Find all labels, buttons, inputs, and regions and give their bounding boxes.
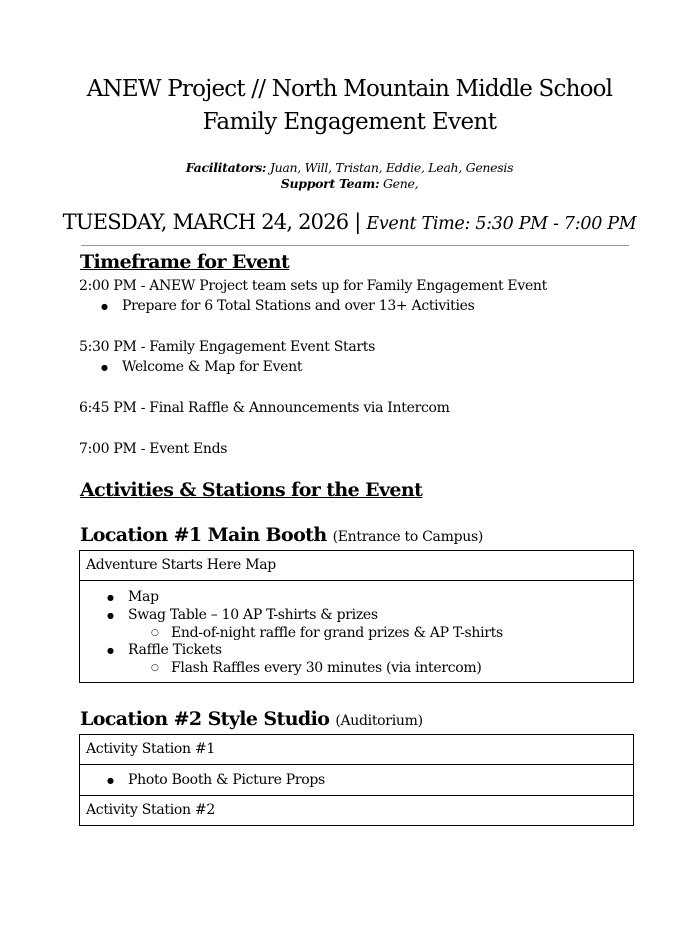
facilitators-label: Facilitators: (185, 160, 267, 175)
support-team-value: Gene, (379, 176, 419, 191)
timeframe-entry: 7:00 PM - Event Ends (79, 441, 228, 457)
location1-title: Location #1 Main Booth (80, 524, 327, 546)
list-subitem: ○ End-of-night raffle for grand prizes & AP T-shirts (171, 625, 503, 641)
location1-heading (80, 524, 483, 546)
date-separator: | (348, 210, 367, 234)
timeframe-bullet: ● Prepare for 6 Total Stations and over 13+ Activities (122, 298, 475, 314)
support-team-label: Support Team: (280, 176, 380, 191)
location1-list-cell (80, 580, 633, 682)
location1-table (79, 550, 634, 683)
document-subtitle: Family Engagement Event (202, 109, 497, 135)
list-item: ● Photo Booth & Picture Props (128, 772, 325, 788)
activities-heading: Activities & Stations for the Event (80, 479, 423, 501)
facilitators-line (0, 160, 699, 175)
location2-title: Location #2 Style Studio (80, 708, 330, 730)
date-line (0, 210, 699, 234)
timeframe-bullet: ● Welcome & Map for Event (122, 359, 302, 375)
station1-list-cell (80, 764, 633, 795)
station2-cell: Activity Station #2 (80, 795, 633, 825)
timeframe-entry: 2:00 PM - ANEW Project team sets up for Family Engagement Event (79, 278, 547, 294)
timeframe-entry: 6:45 PM - Final Raffle & Announcements via Intercom (79, 400, 450, 416)
location2-heading (80, 708, 423, 730)
timeframe-heading: Timeframe for Event (80, 251, 290, 273)
facilitators-value: Juan, Will, Tristan, Eddie, Leah, Genesis (266, 160, 514, 175)
horizontal-rule (81, 245, 629, 246)
event-time: Event Time: 5:30 PM - 7:00 PM (366, 214, 637, 234)
event-date: TUESDAY, MARCH 24, 2026 (62, 210, 349, 234)
station1-cell: Activity Station #1 (86, 741, 215, 757)
timeframe-entry: 5:30 PM - Family Engagement Event Starts (79, 339, 375, 355)
document-title: ANEW Project // North Mountain Middle School (86, 76, 613, 102)
location1-place: (Entrance to Campus) (332, 529, 483, 545)
list-item: ● Swag Table – 10 AP T-shirts & prizes (128, 607, 378, 623)
location2-table (79, 734, 634, 826)
list-item: ● Raffle Tickets (128, 642, 222, 658)
location1-header-cell: Adventure Starts Here Map (86, 557, 276, 573)
location2-place: (Auditorium) (335, 713, 423, 729)
list-item: ● Map (128, 589, 159, 605)
list-subitem: ○ Flash Raffles every 30 minutes (via intercom) (171, 660, 482, 676)
support-team-line (0, 176, 699, 191)
